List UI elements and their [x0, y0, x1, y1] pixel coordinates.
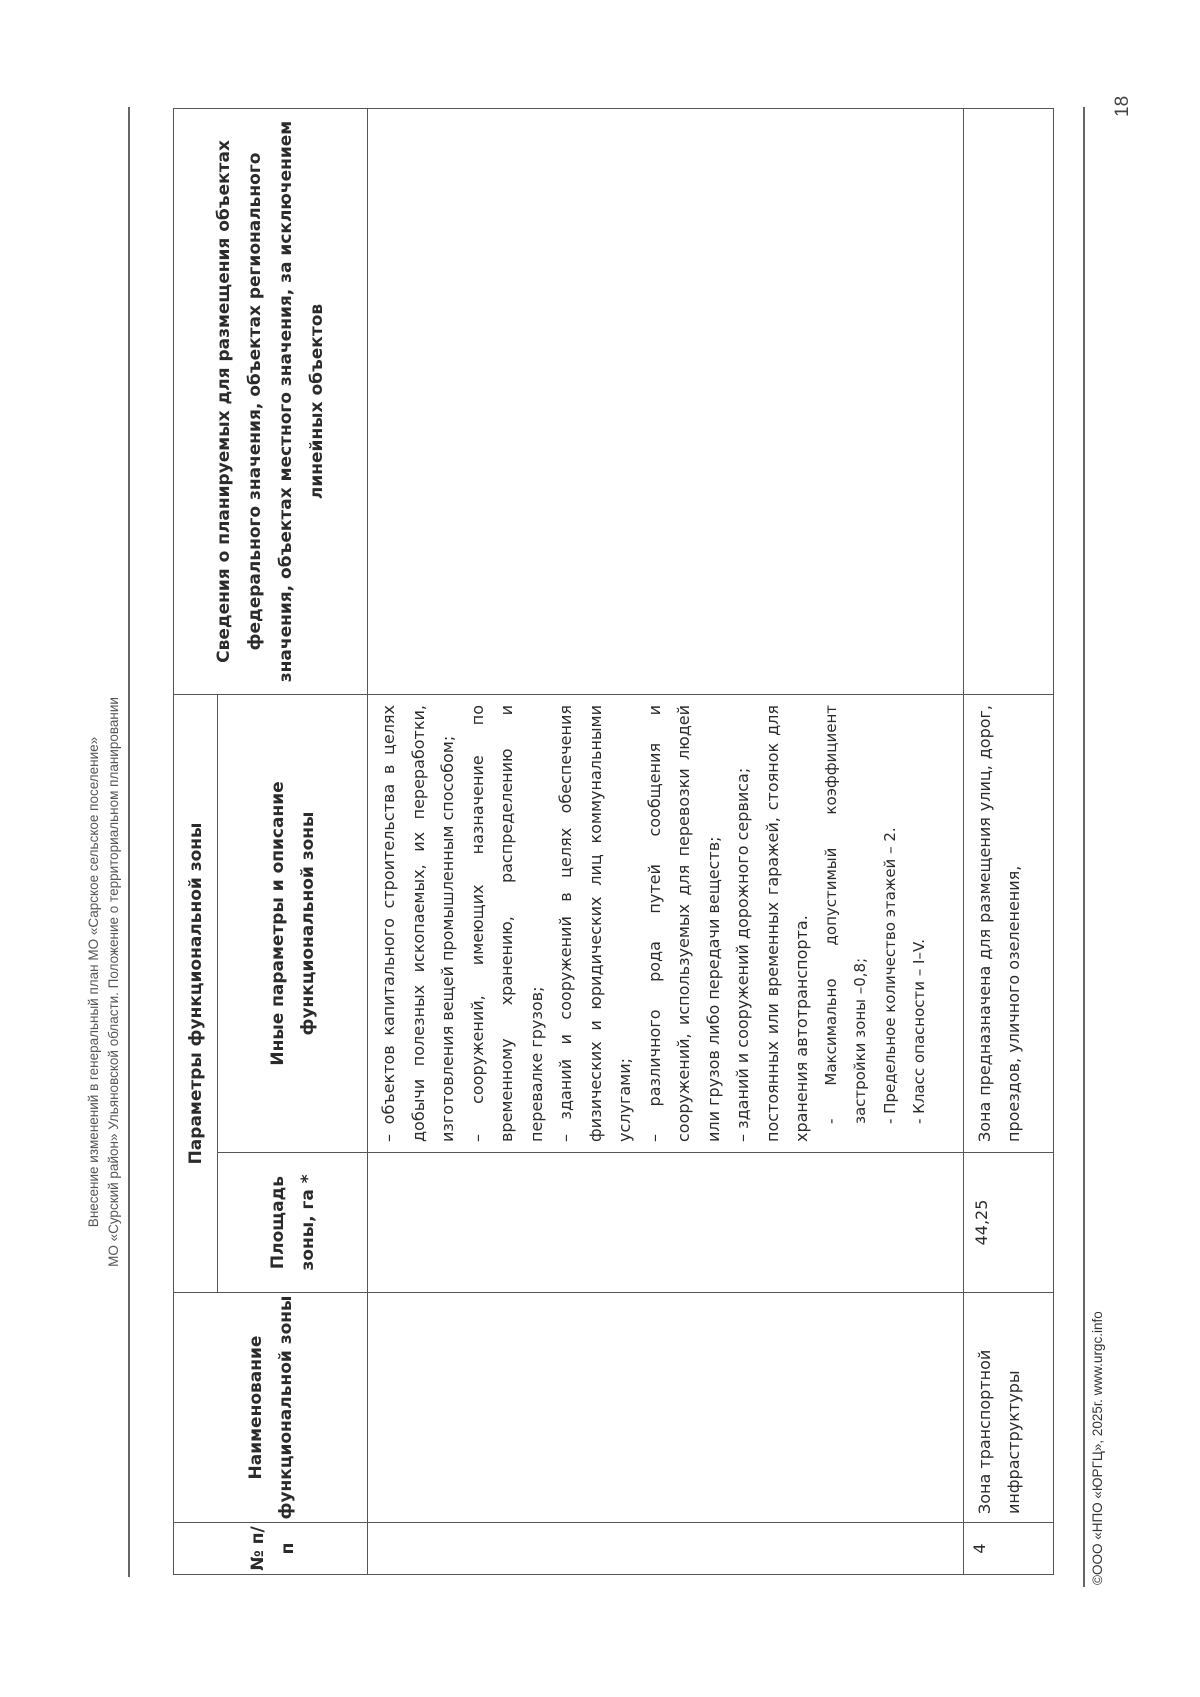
footer-divider	[1083, 107, 1085, 1587]
header-other-params: Иные параметры и описание функциональной зоны	[218, 694, 368, 1152]
row-num: 4	[964, 1523, 1054, 1575]
description-item: – зданий и сооружений в целях обеспечения физических и юридических лиц коммунальными услугами;	[556, 704, 634, 1142]
row-planned-objects	[964, 108, 1054, 694]
footer-copyright: ©ООО «НПО «ЮРГЦ», 2025г. www.urgc.info	[1090, 1311, 1105, 1585]
row-description	[368, 694, 964, 1152]
header-params-group: Параметры функциональной зоны	[174, 694, 218, 1292]
description-item: – сооружений, имеющих назначение по временному хранению, распределению и перевалке грузов;	[467, 704, 546, 1142]
document-header	[84, 477, 124, 1487]
description-item: – объектов капитального строительства в целях добычи полезных ископаемых, их переработки, изготовления вещей промышленным способом;	[379, 704, 457, 1142]
table-row	[368, 108, 964, 1574]
row-num	[368, 1523, 964, 1575]
param-item: - Предельное количество этажей – 2.	[880, 827, 899, 1124]
header-num: № п/п	[174, 1523, 368, 1575]
row-planned-objects	[368, 108, 964, 694]
description-item: – зданий и сооружений дорожного сервиса;	[733, 767, 752, 1142]
header-planned-objects: Сведения о планируемых для размещения объектах федерального значения, объектах регионального значения, объектах местного значения, за исключением линейных объектов	[174, 108, 368, 694]
row-area	[368, 1153, 964, 1293]
header-divider	[128, 107, 130, 1577]
param-item: - Максимально допустимый коэффициент застройки зоны –0,8;	[821, 704, 869, 1124]
param-item: - Класс опасности – I–V.	[910, 938, 928, 1124]
description-item: постоянных или временных гаражей, стоянок для хранения автотранспорта.	[762, 704, 811, 1142]
row-area: 44,25	[964, 1153, 1054, 1293]
table-row	[964, 108, 1054, 1574]
description-item: – различного рода путей сообщения и сооружений, используемых для перевозки людей или грузов либо передачи веществ;	[644, 704, 723, 1142]
row-zone-name: Зона транспортной инфраструктуры	[964, 1293, 1054, 1523]
header-line-2: МО «Сурский район» Ульяновской области. Положение о территориальном планировании	[106, 697, 121, 1267]
header-zone-name: Наименование функциональной зоны	[174, 1293, 368, 1523]
page-number: 18	[1112, 95, 1133, 117]
functional-zones-table	[173, 108, 1054, 1575]
row-zone-name	[368, 1293, 964, 1523]
header-area: Площадь зоны, га *	[218, 1153, 368, 1293]
header-line-1: Внесение изменений в генеральный план МО «Сарское сельское поселение»	[86, 736, 101, 1228]
row-description: Зона предназначена для размещения улиц, дорог, проездов, уличного озеленения,	[964, 694, 1054, 1152]
